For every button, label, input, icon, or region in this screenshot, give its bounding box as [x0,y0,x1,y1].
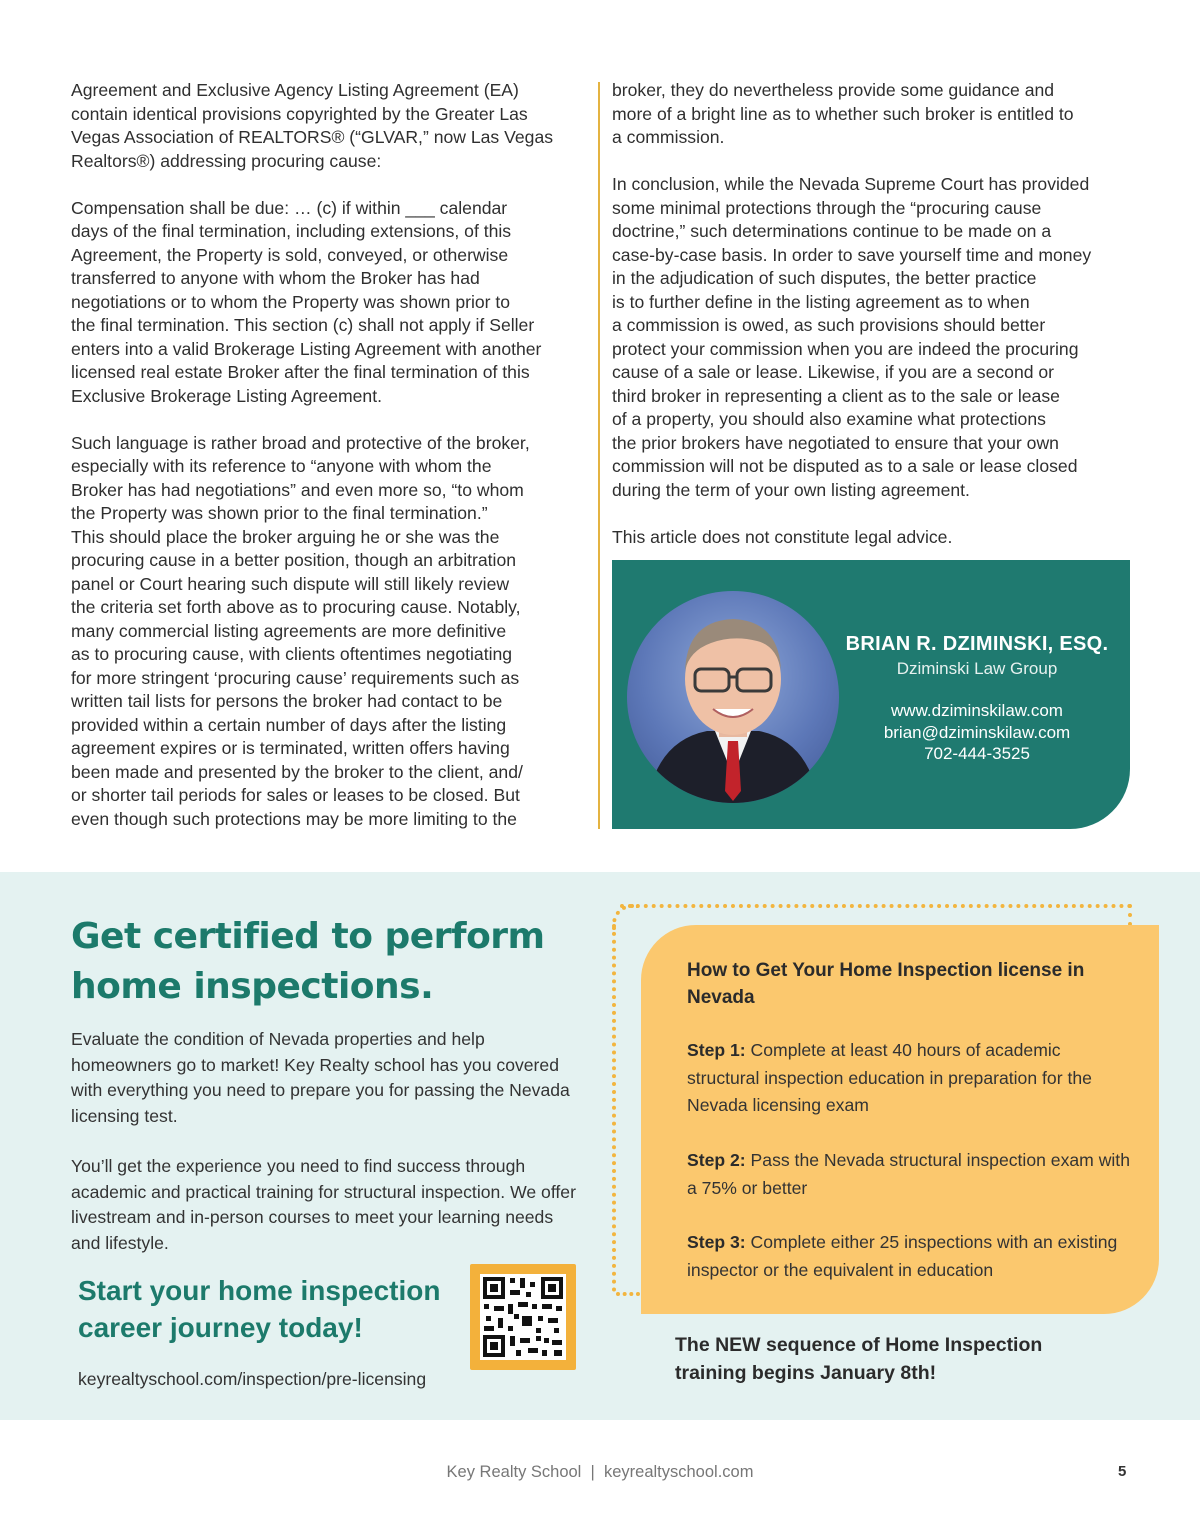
author-email-link[interactable]: brian@dziminskilaw.com [883,722,1071,742]
author-name: BRIAN R. DZIMINSKI, ESQ. [845,633,1109,655]
qr-code-pattern [480,1274,566,1360]
cta-heading [78,1272,468,1346]
promo-headline-line: Get certified to perform [71,916,545,957]
training-start-note: The NEW sequence of Home Inspection training begins January 8th! [675,1334,1043,1384]
dotted-border-left [612,924,616,1292]
step-label: Step 1: [687,1040,746,1060]
step-item [687,1037,1135,1120]
step-item [687,1147,1135,1202]
cta-line: career journey today! [78,1312,363,1343]
license-steps-card [641,925,1159,1314]
author-firm: Dziminski Law Group [896,659,1058,678]
author-portrait-illustration [627,591,839,803]
promo-headline [71,912,591,1012]
author-photo [627,591,839,803]
article-paragraph: broker, they do nevertheless provide some guidance and more of a bright line as to whether such broker is entitled to a commission. [612,80,1074,147]
dotted-border-top [620,904,1132,908]
promo-paragraph: Evaluate the condition of Nevada properties and help homeowners go to market! Key Realty school has you covered with everything you need to prepare you for passing the Nevada licensing test. [71,1029,570,1126]
article-paragraph: In conclusion, while the Nevada Supreme Court has provided some minimal protections through the “procuring cause doctrine,” such determinations continue to be made on a case-by-case basis. In order to save yourself time and money in the adjudication of such disputes, the better practice is to further define in the listing agreement as to when a commission is owed, as such provisions should better protect your commission when you are indeed the procuring cause of a sale or lease. Likewise, if you are a second or third broker in representing a client as to the sale or lease of a property, you should also examine what protections the prior brokers have negotiated to ensure that your own commission will not be disputed as to a sale or lease closed during the term of your own listing agreement. [612,174,1092,500]
step-label: Step 2: [687,1150,746,1170]
qr-code[interactable] [470,1264,576,1370]
article-quote-paragraph: Compensation shall be due: … (c) if within ___ calendar days of the final termination, including extensions, of this Agreement, the Property is sold, conveyed, or otherwise transferred to anyone with whom the Broker has had negotiations or to whom the Property was shown prior to the final termination. This section (c) shall not apply if Seller enters into a valid Brokerage Listing Agreement with another licensed real estate Broker after the final termination of this Exclusive Brokerage Listing Agreement. [71,197,542,406]
article-left-column [71,79,591,855]
step-item [687,1229,1135,1284]
promo-paragraph: You’ll get the experience you need to find success through academic and practical training for structural inspection. We offer livestream and in-person courses to meet your learning needs and lifestyle. [71,1156,576,1253]
footer-text: Key Realty School | keyrealtyschool.com [446,1463,754,1481]
disclaimer: This article does not constitute legal advice. [612,526,953,547]
promo-section [0,872,1200,1420]
step-text: Complete either 25 inspections with an existing inspector or the equivalent in education [687,1232,1118,1280]
promo-headline-line: home inspections. [71,966,434,1007]
author-website-link[interactable]: www.dziminskilaw.com [891,701,1063,720]
article-right-column [612,79,1134,573]
dotted-border-bottom [616,1292,640,1296]
author-phone[interactable]: 702-444-3525 [924,744,1030,763]
author-bio-card [612,560,1130,829]
step-text: Complete at least 40 hours of academic structural inspection education in preparation for the Nevada licensing exam [687,1040,1092,1115]
author-info [840,630,1114,765]
qr-code-icon [480,1274,566,1360]
article-paragraph: Such language is rather broad and protective of the broker, especially with its reference to “anyone with whom the Broker has had negotiations” and even more so, “to whom the Property was shown prior to the final termination.” This should place the broker arguing he or she was the procuring cause in a better position, though an arbitration panel or Court hearing such dispute will still likely review the criteria set forth above as to procuring cause. Notably, many commercial listing agreements are more definitive as to procuring cause, with clients oftentimes negotiating for more stringent ‘procuring cause’ requirements such as written tail lists for persons the broker had contact to be provided within a certain number of days after the listing agreement expires or is terminated, written offers having been made and presented by the broker to the client, and/ or shorter tail periods for sales or leases to be closed. But even though such protections may be more limiting to the [71,432,530,829]
dotted-border-right [1128,904,1132,926]
step-label: Step 3: [687,1232,746,1252]
steps-title: How to Get Your Home Inspection license in Nevada [687,960,1085,1008]
column-divider [598,82,600,829]
article-paragraph: Agreement and Exclusive Agency Listing Agreement (EA) contain identical provisions copyrighted by the Greater Las Vegas Association of REALTORS® (“GLVAR,” now Las Vegas Realtors®) addressing procuring cause: [71,80,554,171]
page-number: 5 [1118,1463,1127,1480]
promo-url-link[interactable]: keyrealtyschool.com/inspection/pre-licensing [78,1369,427,1389]
cta-line: Start your home inspection [78,1275,441,1306]
step-text: Pass the Nevada structural inspection exam with a 75% or better [687,1150,1130,1198]
